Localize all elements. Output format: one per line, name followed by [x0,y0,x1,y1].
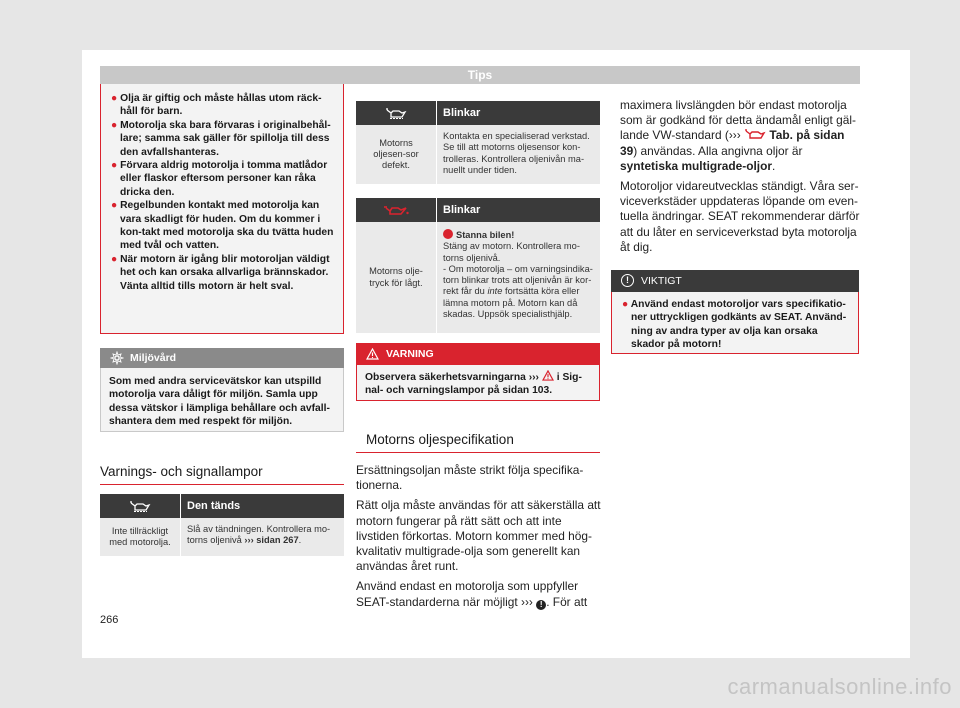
table-reference-icon [744,128,766,140]
table-header: Blinkar [436,198,600,222]
environment-title: Miljövård [130,352,177,364]
oil-pressure-icon [383,204,409,216]
table-reference-link[interactable]: Tab. på sidan 39 [620,128,845,158]
oil-spec-text: Ersättningsoljan måste strikt följa specifika-tionerna. Rätt olja måste användas för att säkerställa att motorn fungerar på rätt sätt och att inte livstiden förkortas. Motorn kommer med hög-kvalitativ multigrade-olja som generellt kan användas året runt. Använd endast en motorolja som uppfyller SEAT-standarderna när möjligt ››› ! . För att [356,463,601,609]
table-cell-cause: Motorns olje-tryck för lågt. [369,266,423,288]
section-title-lamps: Varnings- och signallampor [100,464,263,479]
notice-icon: ! [621,274,634,287]
oil-level-icon [129,500,151,512]
viktigt-header [611,270,859,292]
notice-info-icon: ! [536,600,546,610]
watermark: carmanualsonline.info [727,674,952,699]
varning-text: Observera säkerhetsvarningarna ››› i Sig-nal- och varningslampor på sidan 103. [356,365,600,401]
warning-triangle-icon [542,370,554,381]
section-title-oil-spec: Motorns oljespecifikation [366,432,514,447]
varning-header [356,343,600,365]
oil-level-icon [385,107,407,119]
right-column-text: maximera livslängden bör endast motorolja som är godkänd för detta ändamål enligt gäl-lande VW-standard (››› Tab. på sidan 39) användas. Alla angivna oljor är syntetiska multigrade-oljor. Motoroljor vidareutvecklas ständigt. Våra ser-viceverkstäder uppdateras löpande om even-tuella ändringar. SEAT rekommenderar därför att du låter en serviceverkstad byta motorolja åt dig. [620,98,860,254]
list-item: ● Regelbunden kontakt med motorolja kan vara skadligt för huden. Om du kommer i kon-takt med motorolja ska du tvätta huden med tvål och vatten. [111,200,334,252]
table-cell-cause: Motorns oljesen-sor defekt. [373,137,419,171]
lamp-table-lit [100,494,344,556]
red-warning-lamp-icon [443,229,453,239]
section-underline [100,484,344,485]
tips-header: Tips [100,66,860,84]
lamp-table-blink-sensor [356,101,600,184]
lamp-table-blink-pressure [356,198,600,333]
page-reference-link[interactable]: ››› sidan 267 [244,535,299,546]
viktigt-text: ● Använd endast motoroljor vars specifikatio-ner uttryckligen godkänts av SEAT. Använd-ning av andra typer av olja kan orsaka skador på motorn! [611,292,859,354]
table-cell-action: Slå av tändningen. Kontrollera mo-torns oljenivå ››› sidan 267. [180,518,344,556]
warning-triangle-icon [366,348,379,360]
environment-text: Som med andra servicevätskor kan utspilld motorolja vara dåligt för miljön. Samla upp dessa vätskor i lämpliga behållare och avfall-shantera dem med respekt för miljön. [100,368,344,432]
varning-title: VARNING [386,348,434,360]
table-header: Blinkar [436,101,600,125]
table-cell-action: Kontakta en specialiserad verkstad. Se till att motorns oljesensor kon-trolleras. Kontrollera oljenivån ma-nuellt under tiden. [436,125,600,184]
leaf-icon [110,351,124,365]
list-item: ● Motorolja ska bara förvaras i originalbehål-lare; samma sak gäller för spillolja till dess den avfallshanteras. [111,119,331,158]
viktigt-title: VIKTIGT [641,275,682,287]
safety-warning-list [100,84,344,334]
list-item: ● Förvara aldrig motorolja i tomma matlådor eller flaskor eftersom personer kan råka dricka den. [111,160,328,198]
list-item: ● När motorn är igång blir motoroljan väldigt het och kan orsaka allvarliga brännskador. Vänta alltid tills motorn är helt sval. [111,253,330,292]
table-cell-cause: Inte tillräckligt med motorolja. [109,525,171,547]
list-item: ● Olja är giftig och måste hållas utom räck-håll för barn. [111,93,322,118]
section-underline [356,452,600,453]
page-number: 266 [100,614,119,626]
environment-header [100,348,344,368]
table-header: Den tänds [180,494,344,518]
table-cell-action: Stanna bilen! Stäng av motorn. Kontrollera mo-torns oljenivå. - Om motorolja – om varningsindika-torn blinkar trots att oljenivån är kor-rekt får du inte fortsätta köra eller lämna motorn på. Motorn kan då skadas. Uppsök specialisthjälp. [436,222,600,333]
